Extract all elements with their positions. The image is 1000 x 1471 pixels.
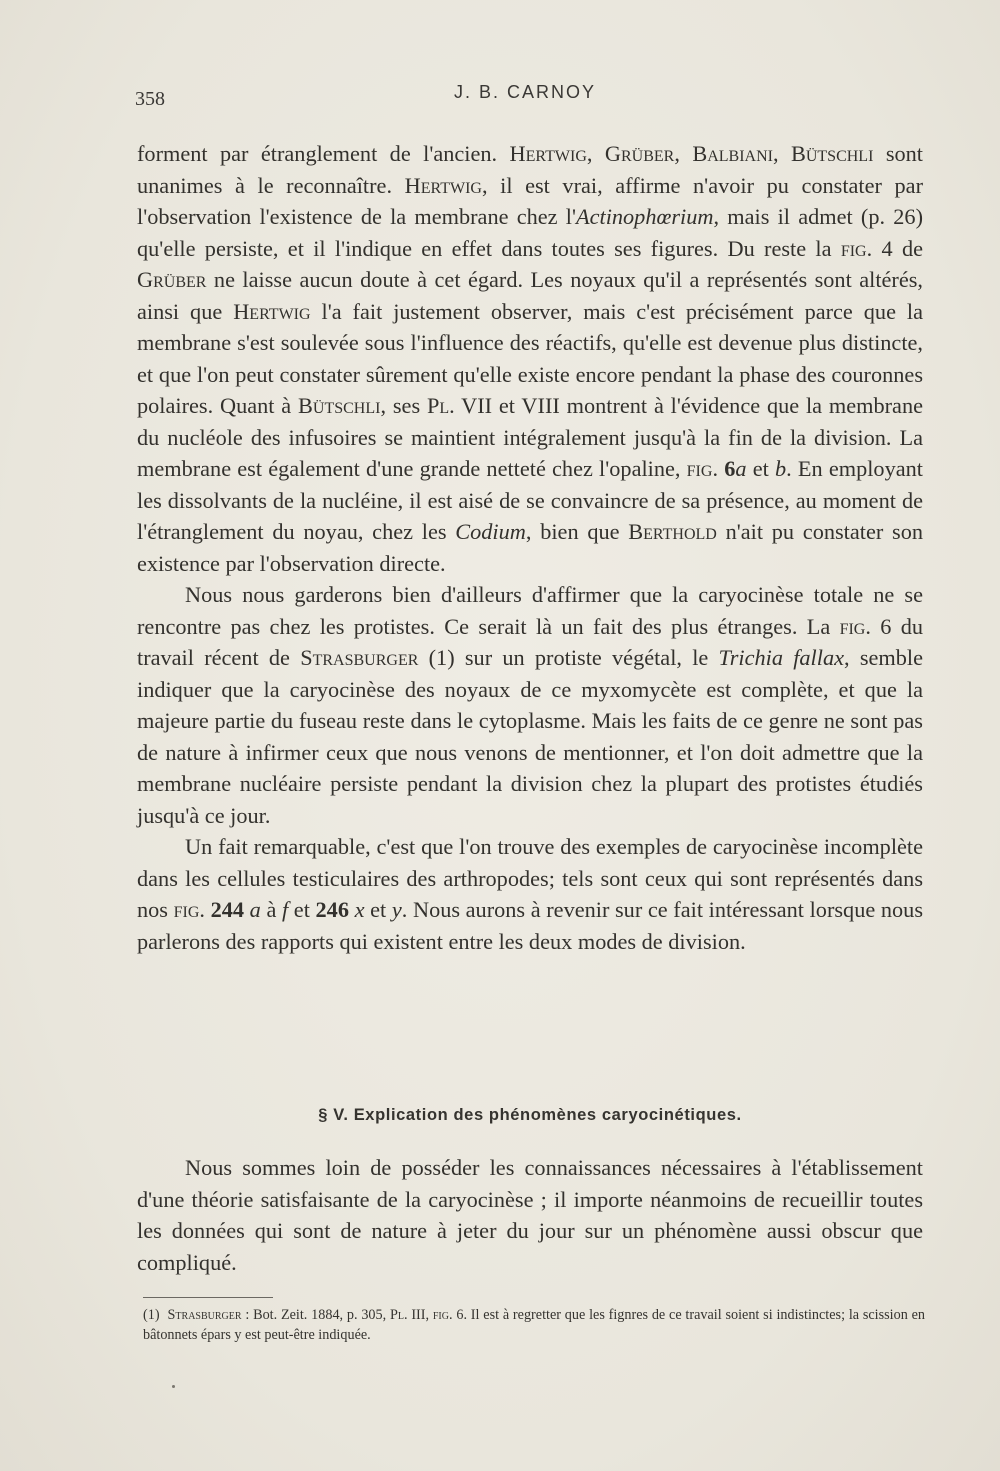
text-run: 4 de — [872, 235, 923, 261]
paper-speck — [172, 1385, 175, 1388]
author-name: Berthold — [628, 519, 717, 544]
text-run: , semble indiquer que la caryocinèse des noyaux de ce myxomycète est complète, et que la majeure partie du fuseau reste dans le cytoplasme. Mais les faits de ce genre ne sont pas de nature à infirmer ceux que nous venons de mentionner, et l'on doit admettre que la membrane nucléaire persiste pendant la division chez la plupart des protistes étudiés jusqu'à ce jour. — [137, 645, 923, 828]
figure-number: 246 — [315, 897, 349, 922]
paragraph-3 — [137, 831, 923, 957]
text-run: 6 du travail récent de — [137, 613, 924, 670]
author-name: Strasburger — [167, 1307, 242, 1323]
text-run: et — [288, 897, 316, 922]
species-name: Trichia fallax — [718, 645, 844, 670]
paragraph-2 — [137, 579, 923, 831]
text-run: , il est vrai, affirme n'avoir pu constater par l'observation l'existence de la membrane chez l' — [137, 172, 923, 229]
paragraph-1 — [137, 138, 923, 579]
running-head: J. B. CARNOY — [453, 82, 597, 102]
author-name: Grüber — [604, 141, 675, 166]
text-run: : Bot. Zeit. 1884, p. 305, — [241, 1307, 390, 1323]
genus-name: Codium — [455, 519, 526, 544]
body-text — [137, 138, 923, 957]
figure-letter: x — [354, 897, 365, 922]
plate-ref: Pl. — [426, 393, 455, 418]
text-run: et — [364, 897, 392, 922]
genus-name: Actinophœrium — [575, 204, 714, 229]
text-run: , — [772, 141, 791, 166]
text-run: , ses — [380, 393, 427, 418]
text-run: , bien que — [525, 519, 629, 544]
figure-letter: f — [281, 897, 289, 922]
text-run: , mais il admet (p. 26) qu'elle persiste, et il l'indique en effet dans toutes ses figures. Du reste la — [137, 204, 923, 261]
text-run: ne laisse aucun doute à cet égard. Les noyaux qu'il a représentés sont altérés, ainsi que — [137, 267, 923, 324]
body-text-section-v — [137, 1152, 923, 1278]
text-run: , — [586, 141, 605, 166]
page-header — [135, 80, 925, 114]
text-run: forment par étranglement de l'ancien. — [137, 141, 510, 166]
author-name: Hertwig — [404, 172, 482, 198]
text-run: , — [674, 141, 693, 166]
footnote-text — [143, 1305, 925, 1345]
footnote-divider — [143, 1297, 273, 1298]
figure-letter: y — [391, 897, 402, 922]
text-run: . En employant les dissolvants de la nucléine, il est aisé de se convaincre de sa présence, au moment de l'étranglement du noyau, chez les — [137, 456, 923, 544]
author-name: Strasburger — [300, 645, 419, 670]
figure-ref: fig. — [432, 1307, 453, 1323]
figure-ref: fig. — [840, 235, 873, 261]
text-run: VII et VIII montrent à l'évidence que la membrane du nucléole des infusoires se maintient intégralement jusqu'à la fin de la division. La membrane est également d'une grande netteté chez l'opaline, — [137, 393, 923, 481]
text-run: (1) sur un protiste végétal, le — [418, 645, 719, 670]
text-run: l'a fait justement observer, mais c'est précisément parce que la membrane s'est soulevée sous l'influence des réactifs, qu'elle est devenue plus distincte, et que l'on peut constater sûrement qu'elle existe encore pendant la phase des couronnes polaires. Quant à — [137, 298, 923, 418]
footnote — [143, 1305, 925, 1345]
text-run: . Nous aurons à revenir sur ce fait intéressant lorsque nous parlerons des rapports qui existent entre les deux modes de division. — [137, 897, 923, 954]
author-name: Hertwig — [509, 141, 587, 166]
figure-ref: fig. — [839, 613, 871, 639]
footnote-marker: (1) — [143, 1307, 160, 1323]
text-run: Nous nous garderons bien d'ailleurs d'affirmer que la caryocinèse totale ne se rencontre pas chez les protistes. Ce serait là un fait des plus étranges. La — [137, 582, 923, 639]
text-run: Un fait remarquable, c'est que l'on trouve des exemples de caryocinèse incomplète dans les cellules testiculaires des arthropodes; tels sont ceux qui sont représentés dans nos — [137, 834, 923, 922]
figure-number: 244 — [210, 897, 245, 922]
text-run: III, — [407, 1307, 433, 1323]
figure-ref: fig. — [686, 456, 719, 481]
text-run: n'ait pu constater son existence par l'observation directe. — [137, 519, 923, 576]
figure-letter: b — [774, 456, 787, 481]
text-run: sont unanimes à le reconnaître. — [137, 141, 924, 198]
text-run: et — [746, 456, 775, 481]
author-name: Balbiani — [692, 141, 773, 166]
text-run: 6. Il est à regretter que les fignres de ce travail soient si indistinctes; la scission en bâtonnets épars y est peut-être indiquée. — [143, 1307, 925, 1343]
figure-letter: a — [735, 456, 747, 481]
figure-number: 6 — [724, 456, 736, 481]
plate-ref: Pl. — [389, 1307, 408, 1323]
section-heading: § V. Explication des phénomènes caryocinétiques. — [318, 1106, 742, 1124]
author-name: Bütschli — [790, 141, 874, 166]
author-name: Grüber — [137, 267, 207, 292]
author-name: Hertwig — [233, 298, 311, 324]
figure-ref: fig. — [173, 897, 205, 922]
author-name: Bütschli — [298, 393, 381, 418]
text-run: à — [260, 897, 282, 922]
page-number: 358 — [135, 88, 165, 110]
figure-letter: a — [249, 897, 261, 922]
paragraph-4: Nous sommes loin de posséder les connaissances nécessaires à l'établissement d'une théorie satisfaisante de la caryocinèse ; il importe néanmoins de recueillir toutes les données qui sont de nature à jeter du jour sur un phénomène aussi obscur que compliqué. — [137, 1155, 923, 1275]
